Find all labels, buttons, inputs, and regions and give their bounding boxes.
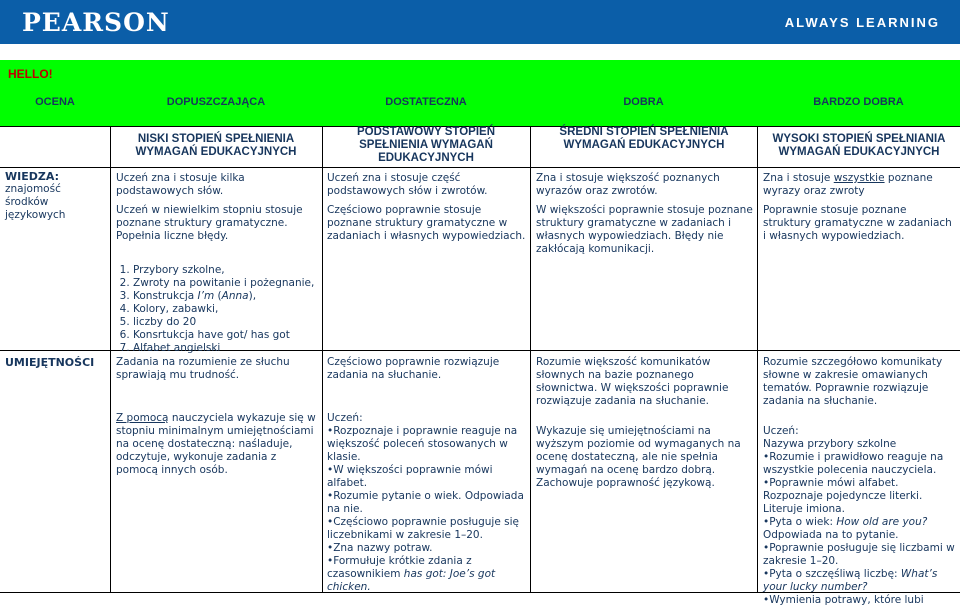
list-item: • Poprawnie posługuje się liczbami w zakresie 1–20. bbox=[763, 542, 957, 568]
wiedza-c1b: Uczeń w niewielkim stopniu stosuje poznane struktury gramatyczne. Popełnia liczne błędy. bbox=[116, 204, 303, 242]
level-niski: NISKI STOPIEŃ SPEŁNIENIA WYMAGAŃ EDUKACYJNYCH bbox=[135, 133, 297, 158]
wiedza-title: WIEDZA: bbox=[5, 170, 59, 183]
umiejetnosci-c4b-t1: Rozpoznaje pojedyncze literki. bbox=[763, 490, 923, 502]
list-item: • Rozumie i prawidłowo reaguje na wszystkie polecenia nauczyciela. bbox=[763, 451, 957, 477]
list-item: • Rozumie pytanie o wiek. Odpowiada na nie. bbox=[327, 490, 527, 516]
wiedza-c3b: W większości poprawnie stosuje poznane struktury gramatyczne w zadaniach i własnych wypowiedziach. Błędy nie zakłócają komunikacji. bbox=[536, 204, 753, 255]
brand-header bbox=[0, 0, 960, 44]
umiejetnosci-c4a: Rozumie szczegółowo komunikaty słowne w zakresie omawianych tematów. Poprawnie rozwiązuje zadania na słuchanie. bbox=[763, 356, 943, 407]
list-item: • Poprawnie mówi alfabet. bbox=[763, 477, 957, 490]
header-bardzo-dobra: BARDZO DOBRA bbox=[813, 96, 904, 108]
list-item: • W większości poprawnie mówi alfabet. bbox=[327, 464, 527, 490]
header-ocena: OCENA bbox=[35, 96, 75, 108]
level-sredni: ŚREDNI STOPIEŃ SPEŁNIENIA WYMAGAŃ EDUKACYJNYCH bbox=[559, 126, 729, 151]
wiedza-c1a: Uczeń zna i stosuje kilka podstawowych słów. bbox=[116, 172, 245, 197]
header-dostateczna: DOSTATECZNA bbox=[385, 96, 467, 108]
topic-item: 5. liczby do 20 bbox=[133, 316, 328, 329]
list-item: • Pyta o szczęśliwą liczbę: What’s your lucky number? bbox=[763, 568, 957, 594]
pearson-logo: PEARSON bbox=[22, 8, 170, 37]
list-item: • Rozpoznaje i poprawnie reaguje na większość poleceń stosowanych w klasie. bbox=[327, 425, 527, 464]
umiejetnosci-c1b: Z pomocą nauczyciela wykazuje się w stopniu minimalnym umiejętnościami na ocenę dostateczną: naśladuje, odczytuje, wykonuje zadania z pomocą innych osób. bbox=[116, 412, 316, 476]
list-item: • Zna nazwy potraw. bbox=[327, 542, 527, 555]
topics-list bbox=[113, 264, 328, 355]
wiedza-c4b: Poprawnie stosuje poznane struktury gramatyczne w zadaniach i własnych wypowiedziach. bbox=[763, 204, 952, 242]
topic-item: 2. Zwroty na powitanie i pożegnanie, bbox=[133, 277, 328, 290]
wiedza-c4a: Zna i stosuje wszystkie poznane wyrazy oraz zwroty bbox=[763, 172, 933, 197]
topic-item: 1. Przybory szkolne, bbox=[133, 264, 328, 277]
umiejetnosci-c2b-head: Uczeń: bbox=[327, 412, 363, 424]
header-dobra: DOBRA bbox=[623, 96, 664, 108]
umiejetnosci-c4b-t2: Literuje imiona. bbox=[763, 503, 845, 515]
topic-item: 4. Kolory, zabawki, bbox=[133, 303, 328, 316]
umiejetnosci-c3a: Rozumie większość komunikatów słownych na bazie poznanego słownictwa. W większości poprawnie rozwiązuje zadania na słuchanie. bbox=[536, 356, 729, 407]
wiedza-c4a-underlined: wszystkie bbox=[833, 172, 885, 184]
brand-tagline: ALWAYS LEARNING bbox=[784, 15, 940, 30]
grade-header-band bbox=[0, 60, 960, 126]
list-item: • Pyta o wiek: How old are you? bbox=[763, 516, 957, 529]
column-divider bbox=[322, 126, 323, 593]
umiejetnosci-dopuszczajaca bbox=[116, 356, 318, 477]
wiedza-dostateczna bbox=[327, 172, 527, 243]
hello-label: HELLO! bbox=[8, 67, 53, 81]
wiedza-c3a: Zna i stosuje większość poznanych wyrazów oraz zwrotów. bbox=[536, 172, 720, 197]
wiedza-dopuszczajaca bbox=[116, 172, 318, 243]
umiejetnosci-dobra bbox=[536, 356, 754, 490]
umiejetnosci-c4b-head1: Uczeń: bbox=[763, 425, 799, 437]
topic-item: 6. Konsrtukcja have got/ has got bbox=[133, 329, 328, 342]
list-item: • Częściowo poprawnie posługuje się liczebnikami w zakresie 1–20. bbox=[327, 516, 527, 542]
column-divider bbox=[757, 126, 758, 593]
wiedza-subtitle: znajomość środków językowych bbox=[5, 183, 66, 221]
column-divider bbox=[530, 126, 531, 593]
list-item: • Wymienia potrawy, które lubi bbox=[763, 594, 957, 607]
row-header-umiejetnosci: UMIEJĘTNOŚCI bbox=[5, 356, 95, 369]
row-header-wiedza bbox=[5, 170, 105, 222]
umiejetnosci-dostateczna bbox=[327, 356, 527, 594]
level-wysoki: WYSOKI STOPIEŃ SPEŁNIANIA WYMAGAŃ EDUKACYJNYCH bbox=[772, 133, 946, 158]
umiejetnosci-c3b: Wykazuje się umiejętnościami na wyższym poziomie od wymaganych na ocenę dostateczną, ale nie spełnia wymagań na ocenę bardzo dobrą. Zachowuje poprawność językową. bbox=[536, 425, 741, 489]
list-item: • Formułuje krótkie zdania z czasownikiem has got: Joe’s got chicken. bbox=[327, 555, 527, 594]
row-divider bbox=[0, 167, 960, 168]
wiedza-dobra bbox=[536, 172, 754, 256]
umiejetnosci-c1a: Zadania na rozumienie ze słuchu sprawiają mu trudność. bbox=[116, 356, 290, 381]
umiejetnosci-c4b-t3: Odpowiada na to pytanie. bbox=[763, 529, 899, 541]
topic-item: 7. Alfabet angielski bbox=[133, 342, 328, 355]
wiedza-c2a: Uczeń zna i stosuje część podstawowych słów i zwrotów. bbox=[327, 172, 488, 197]
level-podstawowy: PODSTAWOWY STOPIEŃ SPEŁNIENIA WYMAGAŃ EDUKACYJNYCH bbox=[356, 126, 496, 164]
header-dopuszczajaca: DOPUSZCZAJĄCA bbox=[166, 96, 266, 108]
umiejetnosci-c4b-head2: Nazywa przybory szkolne bbox=[763, 438, 897, 450]
umiejetnosci-bardzo-dobra bbox=[763, 356, 957, 607]
column-divider bbox=[110, 126, 111, 593]
wiedza-c2b: Częściowo poprawnie stosuje poznane struktury gramatyczne w zadaniach i własnych wypowiedziach. bbox=[327, 204, 526, 242]
umiejetnosci-c2a: Częściowo poprawnie rozwiązuje zadania na słuchanie. bbox=[327, 356, 500, 381]
wiedza-bardzo-dobra bbox=[763, 172, 957, 243]
topic-item: 3. Konstrukcja I’m (Anna), bbox=[133, 290, 328, 303]
